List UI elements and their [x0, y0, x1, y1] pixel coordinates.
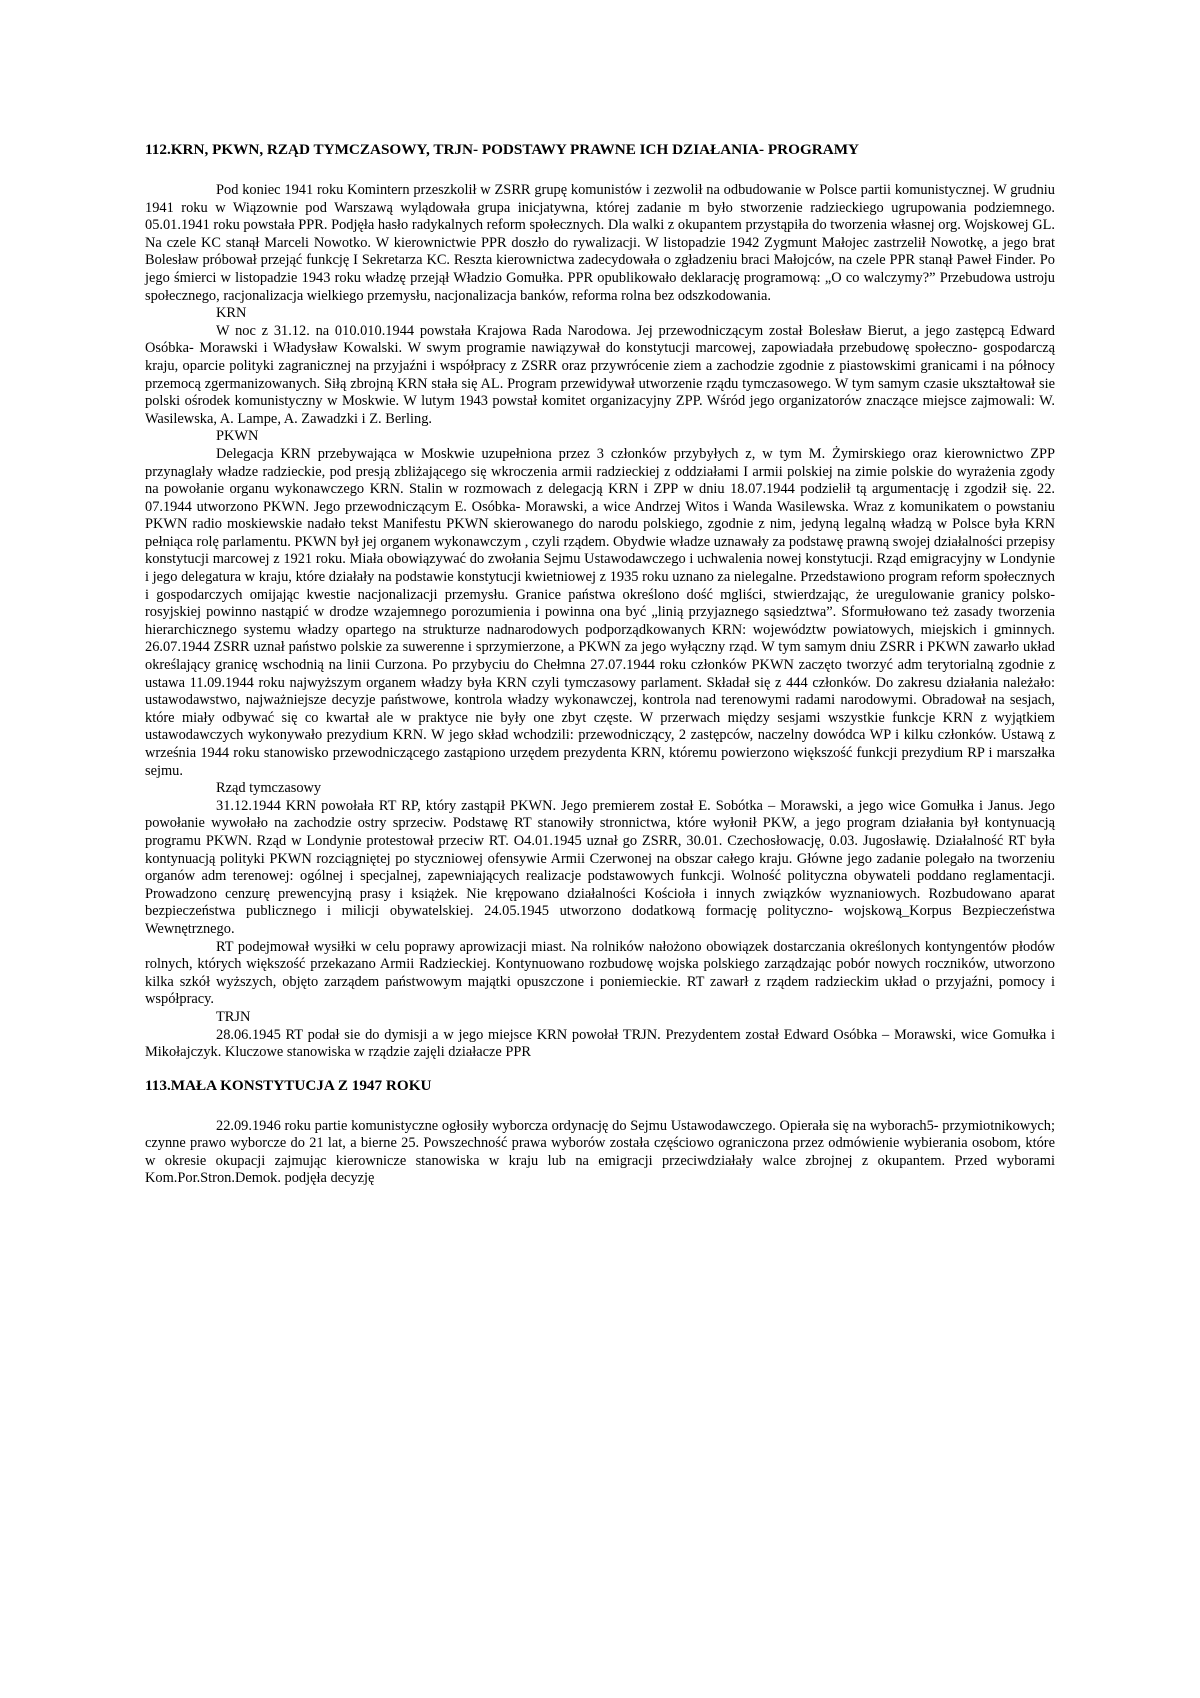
- trjn-paragraph: 28.06.1945 RT podał sie do dymisji a w jego miejsce KRN powołał TRJN. Prezydentem został Edward Osóbka – Morawski, wice Gomułka i Mikołajczyk. Kluczowe stanowiska w rządzie zajęli działacze PPR: [145, 1026, 1055, 1061]
- krn-subheading: KRN: [216, 305, 247, 322]
- pkwn-paragraph: Delegacja KRN przebywająca w Moskwie uzupełniona przez 3 członków przybyłych z, w tym M. Żymirskiego oraz kierownictwo ZPP przynaglały władze radzieckie, pod presją zbliżającego się wkroczenia armii radzieckiej z oddziałami I armii polskiej na zimie polskie do wyrażenia zgody na powołanie organu wykonawczego KRN. Stalin w rozmowach z delegacją KRN i ZPP w dniu 18.07.1944 podzielił tą argumentację i zgodził się. 22. 07.1944 utworzono PKWN. Jego przewodniczącym E. Osóbka- Morawski, a wice Andrzej Witos i Wanda Wasilewska. Wraz z komunikatem o powstaniu PKWN radio moskiewskie nadało tekst Manifestu PKWN skierowanego do narodu polskiego, zgodnie z nim, jedyną legalną władzą w Polsce była KRN pełniąca rolę parlamentu. PKWN był jej organem wykonawczym , czyli rządem. Obydwie władze uznawały za podstawę prawną swojej działalności przepisy konstytucji marcowej z 1921 roku. Miała obowiązywać do zwołania Sejmu Ustawodawczego i uchwalenia nowej konstytucji. Rząd emigracyjny w Londynie i jego delegatura w kraju, które działały na podstawie konstytucji kwietniowej z 1935 roku uznano za nielegalne. Przedstawiono program reform społecznych i gospodarczych omijając kwestie nacjonalizacji przemysłu. Granice państwa określono dość mgliści, stwierdzając, że uregulowanie granicy polsko- rosyjskiej powinno nastąpić w drodze wzajemnego porozumienia i powinna ona być „linią przyjaznego sąsiedztwa”. Sformułowano też zasady tworzenia hierarchicznego systemu władzy opartego na strukturze nadnarodowych podporządkowanych KRN: województw powiatowych, miejskich i gminnych. 26.07.1944 ZSRR uznał państwo polskie za suwerenne i sprzymierzone, a PKWN za jego wyłączny rząd. W tym samym dniu ZSRR i PKWN zawarło układ określający granicę wschodnią na linii Curzona. Po przybyciu do Chełmna 27.07.1944 roku członków PKWN zaczęto tworzyć adm terytorialną zgodnie z ustawa 11.09.1944 roku najwyższym organem władzy była KRN czyli tymczasowy parlament. Składał się z 444 członków. Do zakresu działania należało: ustawodawstwo, najważniejsze decyzje państwowe, kontrola władzy wykonawczej, kontrola nad terenowymi radami narodowymi. Obradował na sesjach, które miały odbywać się co kwartał ale w praktyce nie były one zbyt częste. W przerwach między sesjami wszystkie funkcje KRN z wyjątkiem ustawodawczych wykonywało prezydium KRN. W jego skład wchodzili: przewodniczący, 2 zastępców, naczelny dowódca WP i kilku członków. Ustawą z września 1944 roku stanowisko przewodniczącego zastąpiono urzędem prezydenta KRN, któremu powierzono większość funkcji prezydium RP i marszałka sejmu.: [145, 445, 1056, 779]
- section-113-paragraph: 22.09.1946 roku partie komunistyczne ogłosiły wyborcza ordynację do Sejmu Ustawodawczego. Opierała się na wyborach5- przymiotnikowych; czynne prawo wyborcze do 21 lat, a bierne 25. Powszechność prawa wyborów została częściowo ograniczona przez odmówienie wybierania osobom, które w okresie okupacji zajmując kierownicze stanowiska w kraju lub na emigracji przeciwdziałały walce zbrojnej z okupantem. Przed wyborami Kom.Por.Stron.Demok. podjęła decyzję: [145, 1117, 1055, 1187]
- rt-subheading: Rząd tymczasowy: [216, 780, 322, 797]
- trjn-subheading: TRJN: [216, 1008, 251, 1025]
- section-112-intro-paragraph: Pod koniec 1941 roku Komintern przeszkolił w ZSRR grupę komunistów i zezwolił na odbudowanie w Polsce partii komunistycznej. W grudniu 1941 roku w Wiązownie pod Warszawą wylądowała grupa inicjatywna, której zadanie m było stworzenie radzieckiego ugrupowania podziemnego. 05.01.1941 roku powstała PPR. Podjęła hasło radykalnych reform społecznych. Dla walki z okupantem przystąpiła do tworzenia własnej org. Wojskowej GL. Na czele KC stanął Marceli Nowotko. W kierownictwie PPR doszło do rywalizacji. W listopadzie 1942 Zygmunt Małojec zastrzelił Nowotkę, a jego brat Bolesław próbował przejąć funkcję I Sekretarza KC. Reszta kierownictwa zadecydowała o zgładzeniu braci Małojców, na czele PPR stanął Paweł Finder. Po jego śmierci w listopadzie 1943 roku władzę przejął Władzio Gomułka. PPR opublikowało deklarację programową: „O co walczymy?” Przebudowa ustroju społecznego, racjonalizacja wielkiego przemysłu, nacjonalizacja banków, reforma rolna bez odszkodowania.: [145, 182, 1055, 304]
- pkwn-subheading: PKWN: [216, 428, 259, 445]
- document-page: [145, 140, 1055, 1188]
- krn-paragraph: W noc z 31.12. na 010.010.1944 powstała Krajowa Rada Narodowa. Jej przewodniczącym został Bolesław Bierut, a jego zastępcą Edward Osóbka- Morawski i Władysław Kowalski. W swym programie nawiązywał do konstytucji marcowej, zapowiadała przebudowę społeczno- gospodarczą kraju, oparcie polityki zagranicznej na przyjaźni i współpracy z ZSRR oraz przywrócenie ziem a zachodzie zgodnie z piastowskimi granicami i na północy przemocą zgermanizowanych. Siłą zbrojną KRN stała się AL. Program przewidywał utworzenie rządu tymczasowego. W tym samym czasie ukształtował sie polski ośrodek komunistyczny w Moskwie. W lutym 1943 powstał komitet organizacyjny ZPP. Wśród jego organizatorów znaczące miejsce zajmowali: W. Wasilewska, A. Lampe, A. Zawadzki i Z. Berling.: [145, 322, 1055, 427]
- rt-paragraph-2: RT podejmował wysiłki w celu poprawy aprowizacji miast. Na rolników nałożono obowiązek dostarczania określonych kontyngentów płodów rolnych, których większość przekazano Armii Radzieckiej. Kontynuowano rozbudowę wojska polskiego zarządzając pobór nowych roczników, utworzono kilka szkół wyższych, objęto zarządem państwowym majątki opuszczone i poniemieckie. RT zawarł z rządem radzieckim układ o przyjaźni, pomocy i współpracy.: [145, 938, 1055, 1008]
- rt-paragraph-1: 31.12.1944 KRN powołała RT RP, który zastąpił PKWN. Jego premierem został E. Sobótka – Morawski, a jego wice Gomułka i Janus. Jego powołanie wywołało na zachodzie ostry sprzeciw. Podstawę RT stanowiły stronnictwa, które wyłonił PKW, a jego program działania był kontynuacją programu PKWN. Rząd w Londynie protestował przeciw RT. O4.01.1945 uznał go ZSRR, 30.01. Czechosłowację, 0.03. Jugosławię. Działalność RT była kontynuacją polityki PKWN rozciągniętej po styczniowej ofensywie Armii Czerwonej na obszar całego kraju. Główne jego zadanie polegało na tworzeniu organów adm terenowej: ogólnej i specjalnej, zapewniających realizacje podstawowych funkcji. Wolność polityczna obywateli poddano reglamentacji. Prowadzono cenzurę prewencyjną prasy i książek. Nie krępowano działalności Kościoła i innych związków wyznaniowych. Rozbudowano aparat bezpieczeństwa publicznego i milicji obywatelskiej. 24.05.1945 utworzono dodatkową formację polityczno- wojskową_Korpus Bezpieczeństwa Wewnętrznego.: [145, 797, 1055, 937]
- section-112-heading: 112.KRN, PKWN, RZĄD TYMCZASOWY, TRJN- PODSTAWY PRAWNE ICH DZIAŁANIA- PROGRAMY: [145, 141, 859, 158]
- section-113-heading: 113.MAŁA KONSTYTUCJA Z 1947 ROKU: [145, 1076, 432, 1094]
